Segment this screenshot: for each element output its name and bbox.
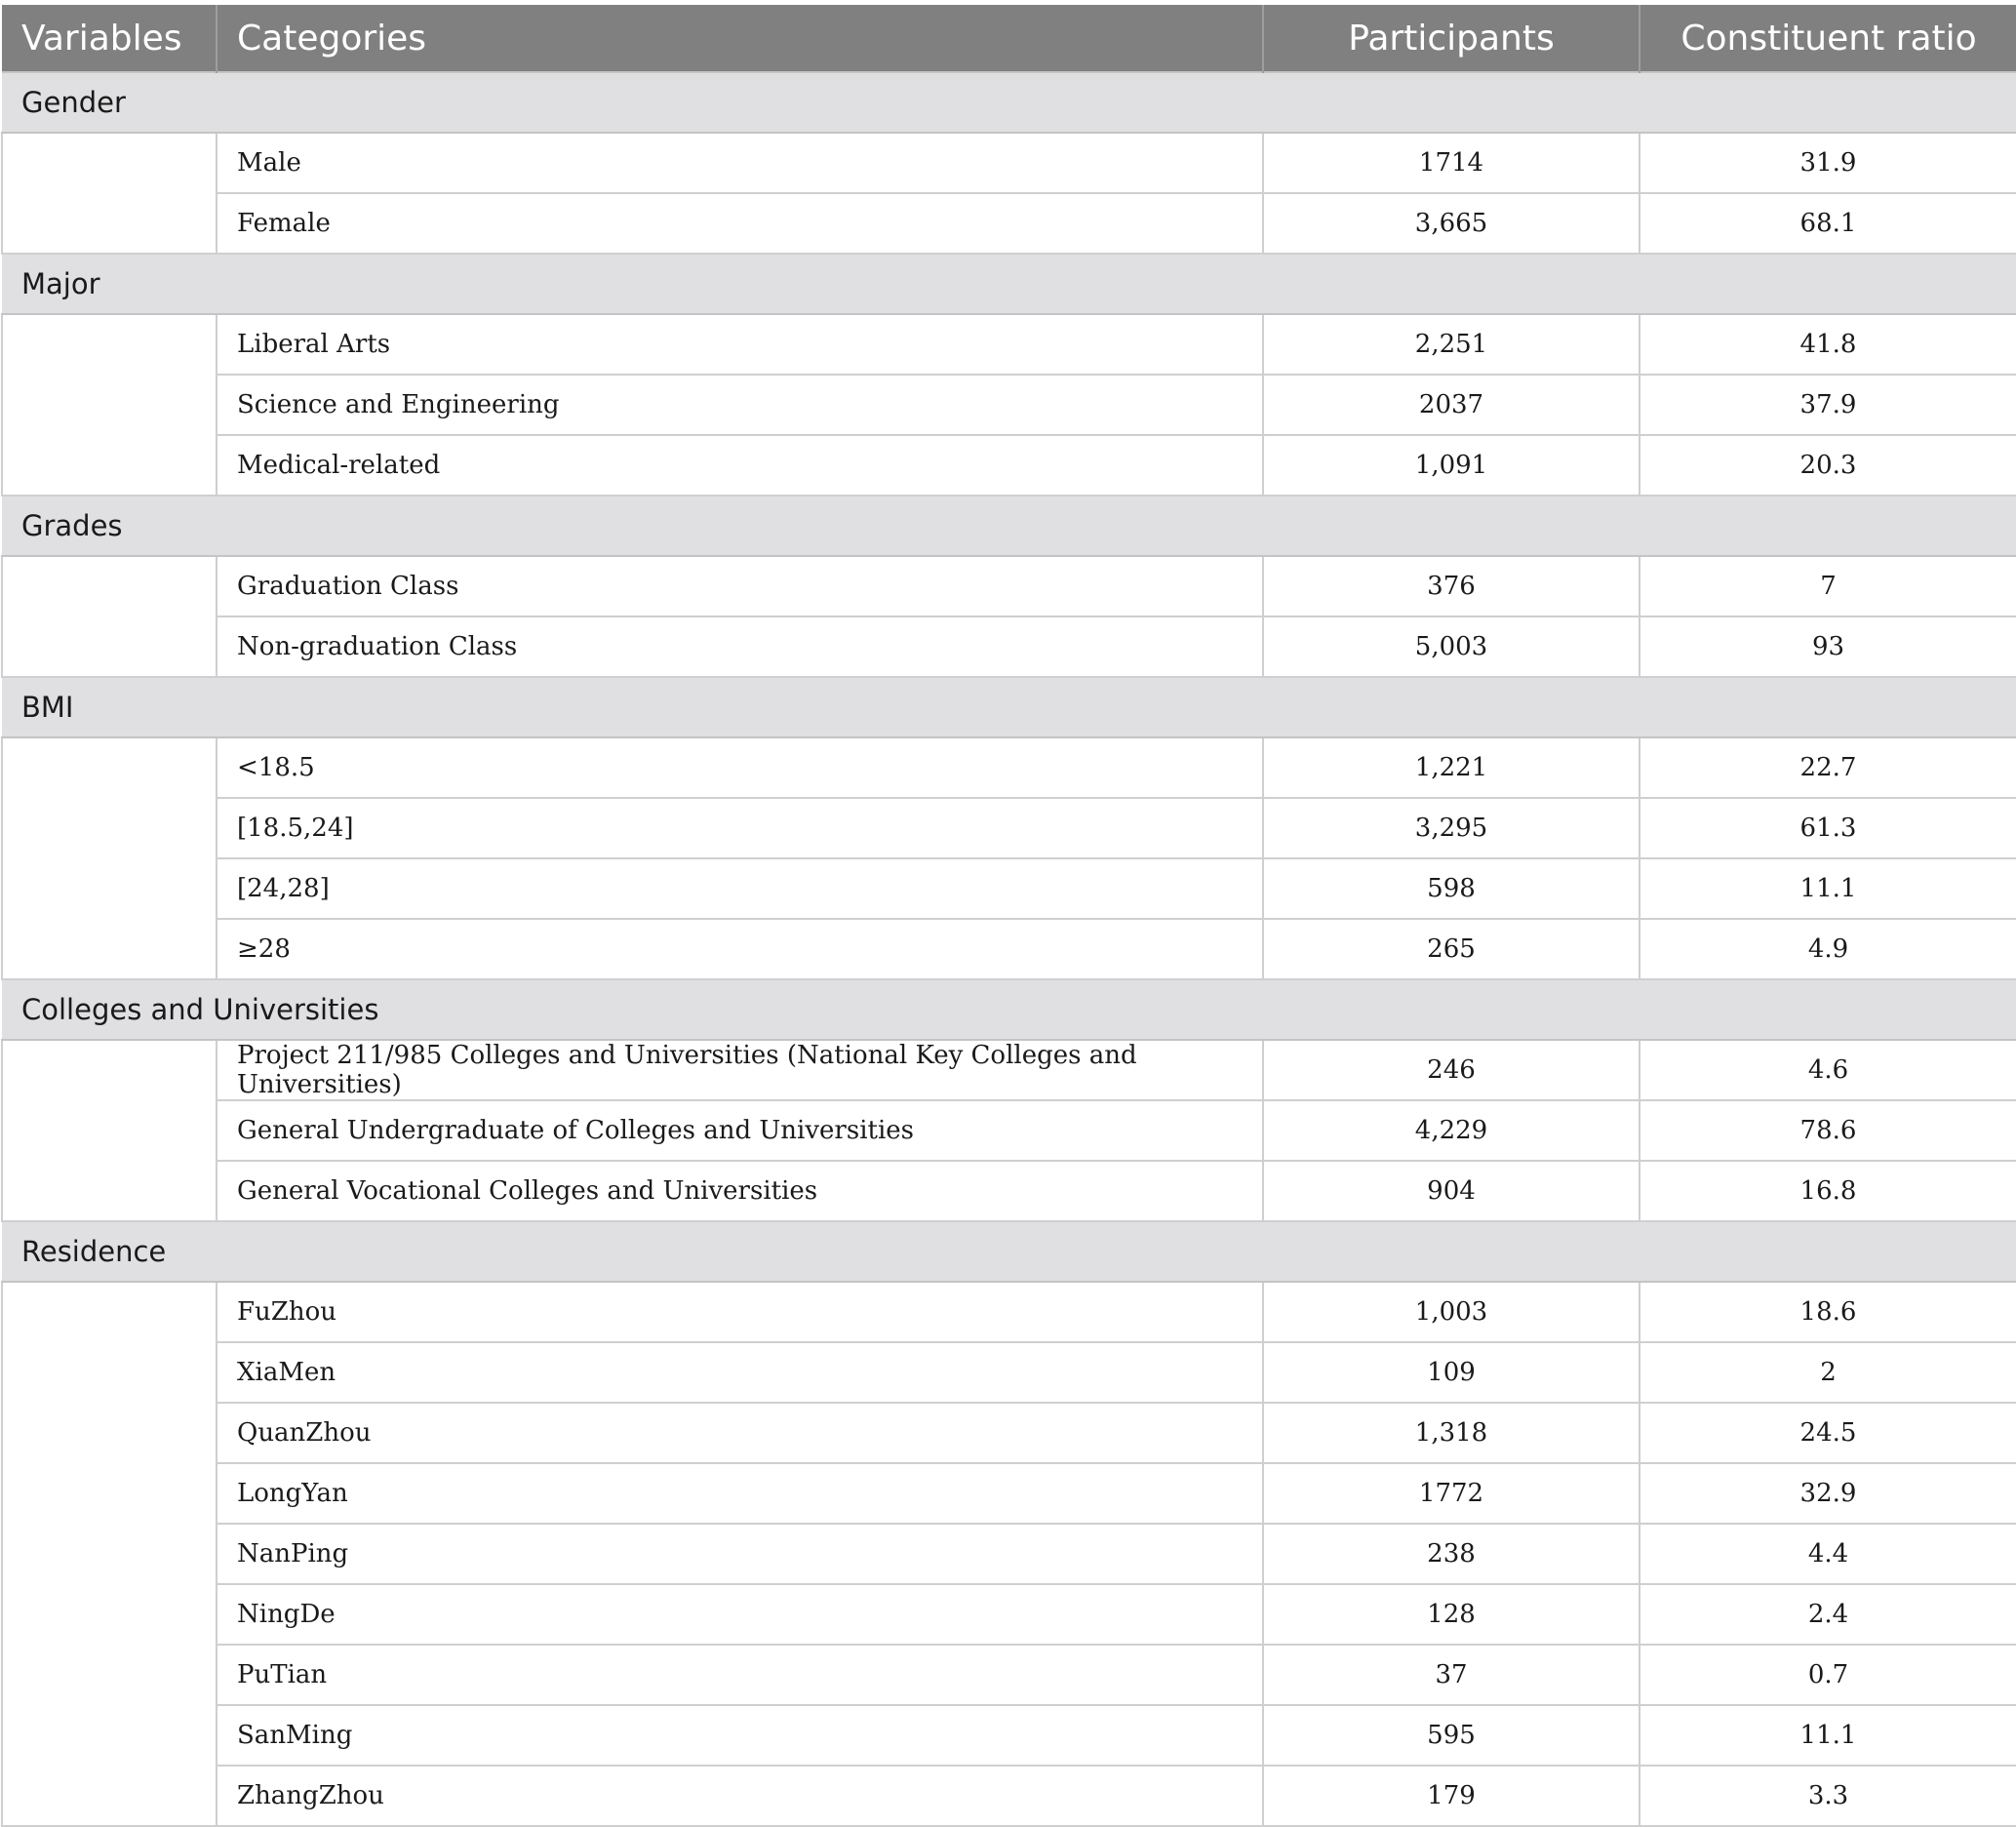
variables-cell-empty xyxy=(2,1584,217,1645)
ratio-cell: 78.6 xyxy=(1640,1100,2016,1161)
category-cell: [24,28] xyxy=(217,858,1263,919)
category-cell: ≥28 xyxy=(217,919,1263,979)
table-row xyxy=(2,1645,2016,1705)
category-cell: Female xyxy=(217,193,1263,254)
variables-cell-empty xyxy=(2,1463,217,1524)
table-row xyxy=(2,133,2016,193)
participants-cell: 4,229 xyxy=(1263,1100,1640,1161)
table-row xyxy=(2,556,2016,616)
category-cell: Graduation Class xyxy=(217,556,1263,616)
category-cell: Liberal Arts xyxy=(217,314,1263,375)
ratio-cell: 68.1 xyxy=(1640,193,2016,254)
variables-cell-empty xyxy=(2,1342,217,1403)
table-row xyxy=(2,314,2016,375)
table-row xyxy=(2,1100,2016,1161)
variables-cell-empty xyxy=(2,1161,217,1221)
variables-cell-empty xyxy=(2,1282,217,1342)
ratio-cell: 32.9 xyxy=(1640,1463,2016,1524)
ratio-cell: 18.6 xyxy=(1640,1282,2016,1342)
participants-cell: 179 xyxy=(1263,1766,1640,1826)
table-row xyxy=(2,1766,2016,1826)
group-label: BMI xyxy=(2,677,2016,737)
participants-cell: 1,221 xyxy=(1263,737,1640,798)
ratio-cell: 31.9 xyxy=(1640,133,2016,193)
variables-cell-empty xyxy=(2,133,217,193)
ratio-cell: 22.7 xyxy=(1640,737,2016,798)
participants-cell: 904 xyxy=(1263,1161,1640,1221)
variables-cell-empty xyxy=(2,375,217,435)
category-cell: Male xyxy=(217,133,1263,193)
table-row xyxy=(2,1524,2016,1584)
participants-cell: 5,003 xyxy=(1263,616,1640,677)
group-label: Gender xyxy=(2,72,2016,133)
table-row xyxy=(2,798,2016,858)
category-cell: NanPing xyxy=(217,1524,1263,1584)
participants-cell: 1714 xyxy=(1263,133,1640,193)
category-cell: <18.5 xyxy=(217,737,1263,798)
group-label: Grades xyxy=(2,496,2016,556)
ratio-cell: 16.8 xyxy=(1640,1161,2016,1221)
variables-cell-empty xyxy=(2,435,217,496)
variables-cell-empty xyxy=(2,919,217,979)
participants-table xyxy=(1,5,2016,1827)
group-label: Colleges and Universities xyxy=(2,979,2016,1040)
participants-cell: 3,295 xyxy=(1263,798,1640,858)
table-body xyxy=(2,72,2016,1826)
table-row xyxy=(2,1040,2016,1100)
participants-cell: 265 xyxy=(1263,919,1640,979)
table-row xyxy=(2,919,2016,979)
category-cell: FuZhou xyxy=(217,1282,1263,1342)
ratio-cell: 11.1 xyxy=(1640,1705,2016,1766)
header-participants: Participants xyxy=(1263,5,1640,72)
category-cell: NingDe xyxy=(217,1584,1263,1645)
ratio-cell: 93 xyxy=(1640,616,2016,677)
participants-cell: 376 xyxy=(1263,556,1640,616)
ratio-cell: 37.9 xyxy=(1640,375,2016,435)
header-constituent-ratio: Constituent ratio xyxy=(1640,5,2016,72)
ratio-cell: 4.9 xyxy=(1640,919,2016,979)
ratio-cell: 0.7 xyxy=(1640,1645,2016,1705)
category-cell: [18.5,24] xyxy=(217,798,1263,858)
ratio-cell: 7 xyxy=(1640,556,2016,616)
participants-cell: 2,251 xyxy=(1263,314,1640,375)
variables-cell-empty xyxy=(2,556,217,616)
category-cell: Science and Engineering xyxy=(217,375,1263,435)
table-row xyxy=(2,1463,2016,1524)
category-cell: PuTian xyxy=(217,1645,1263,1705)
participants-cell: 238 xyxy=(1263,1524,1640,1584)
table-row xyxy=(2,1342,2016,1403)
variables-cell-empty xyxy=(2,1403,217,1463)
group-row xyxy=(2,979,2016,1040)
ratio-cell: 3.3 xyxy=(1640,1766,2016,1826)
participants-cell: 595 xyxy=(1263,1705,1640,1766)
group-row xyxy=(2,72,2016,133)
ratio-cell: 11.1 xyxy=(1640,858,2016,919)
table-row xyxy=(2,1161,2016,1221)
ratio-cell: 24.5 xyxy=(1640,1403,2016,1463)
table-row xyxy=(2,435,2016,496)
table-row xyxy=(2,858,2016,919)
group-row xyxy=(2,254,2016,314)
group-label: Residence xyxy=(2,1221,2016,1282)
participants-cell: 1772 xyxy=(1263,1463,1640,1524)
table-row xyxy=(2,1584,2016,1645)
variables-cell-empty xyxy=(2,1100,217,1161)
category-cell: Non-graduation Class xyxy=(217,616,1263,677)
table-row xyxy=(2,1403,2016,1463)
group-row xyxy=(2,677,2016,737)
table-row xyxy=(2,1705,2016,1766)
table-row xyxy=(2,375,2016,435)
variables-cell-empty xyxy=(2,858,217,919)
participants-cell: 109 xyxy=(1263,1342,1640,1403)
ratio-cell: 2.4 xyxy=(1640,1584,2016,1645)
category-cell: ZhangZhou xyxy=(217,1766,1263,1826)
table-row xyxy=(2,737,2016,798)
variables-cell-empty xyxy=(2,1705,217,1766)
participants-cell: 2037 xyxy=(1263,375,1640,435)
group-label: Major xyxy=(2,254,2016,314)
variables-cell-empty xyxy=(2,737,217,798)
variables-cell-empty xyxy=(2,193,217,254)
participants-cell: 1,091 xyxy=(1263,435,1640,496)
variables-cell-empty xyxy=(2,1766,217,1826)
variables-cell-empty xyxy=(2,1040,217,1100)
category-cell: LongYan xyxy=(217,1463,1263,1524)
variables-cell-empty xyxy=(2,798,217,858)
header-variables: Variables xyxy=(2,5,217,72)
variables-cell-empty xyxy=(2,1645,217,1705)
variables-cell-empty xyxy=(2,616,217,677)
table-row xyxy=(2,1282,2016,1342)
ratio-cell: 41.8 xyxy=(1640,314,2016,375)
category-cell: XiaMen xyxy=(217,1342,1263,1403)
participants-cell: 128 xyxy=(1263,1584,1640,1645)
category-cell: General Vocational Colleges and Universities xyxy=(217,1161,1263,1221)
participants-cell: 1,318 xyxy=(1263,1403,1640,1463)
ratio-cell: 4.4 xyxy=(1640,1524,2016,1584)
group-row xyxy=(2,1221,2016,1282)
participants-cell: 3,665 xyxy=(1263,193,1640,254)
ratio-cell: 20.3 xyxy=(1640,435,2016,496)
variables-cell-empty xyxy=(2,1524,217,1584)
table-row xyxy=(2,616,2016,677)
ratio-cell: 2 xyxy=(1640,1342,2016,1403)
header-categories: Categories xyxy=(217,5,1263,72)
participants-cell: 37 xyxy=(1263,1645,1640,1705)
participants-cell: 246 xyxy=(1263,1040,1640,1100)
category-cell: Medical-related xyxy=(217,435,1263,496)
participants-cell: 598 xyxy=(1263,858,1640,919)
ratio-cell: 4.6 xyxy=(1640,1040,2016,1100)
category-cell: SanMing xyxy=(217,1705,1263,1766)
category-cell: QuanZhou xyxy=(217,1403,1263,1463)
participants-cell: 1,003 xyxy=(1263,1282,1640,1342)
variables-cell-empty xyxy=(2,314,217,375)
table-row xyxy=(2,193,2016,254)
header-row xyxy=(2,5,2016,72)
category-cell: General Undergraduate of Colleges and Universities xyxy=(217,1100,1263,1161)
category-cell: Project 211/985 Colleges and Universities (National Key Colleges and Universities) xyxy=(217,1040,1263,1100)
table-header xyxy=(2,5,2016,72)
ratio-cell: 61.3 xyxy=(1640,798,2016,858)
group-row xyxy=(2,496,2016,556)
